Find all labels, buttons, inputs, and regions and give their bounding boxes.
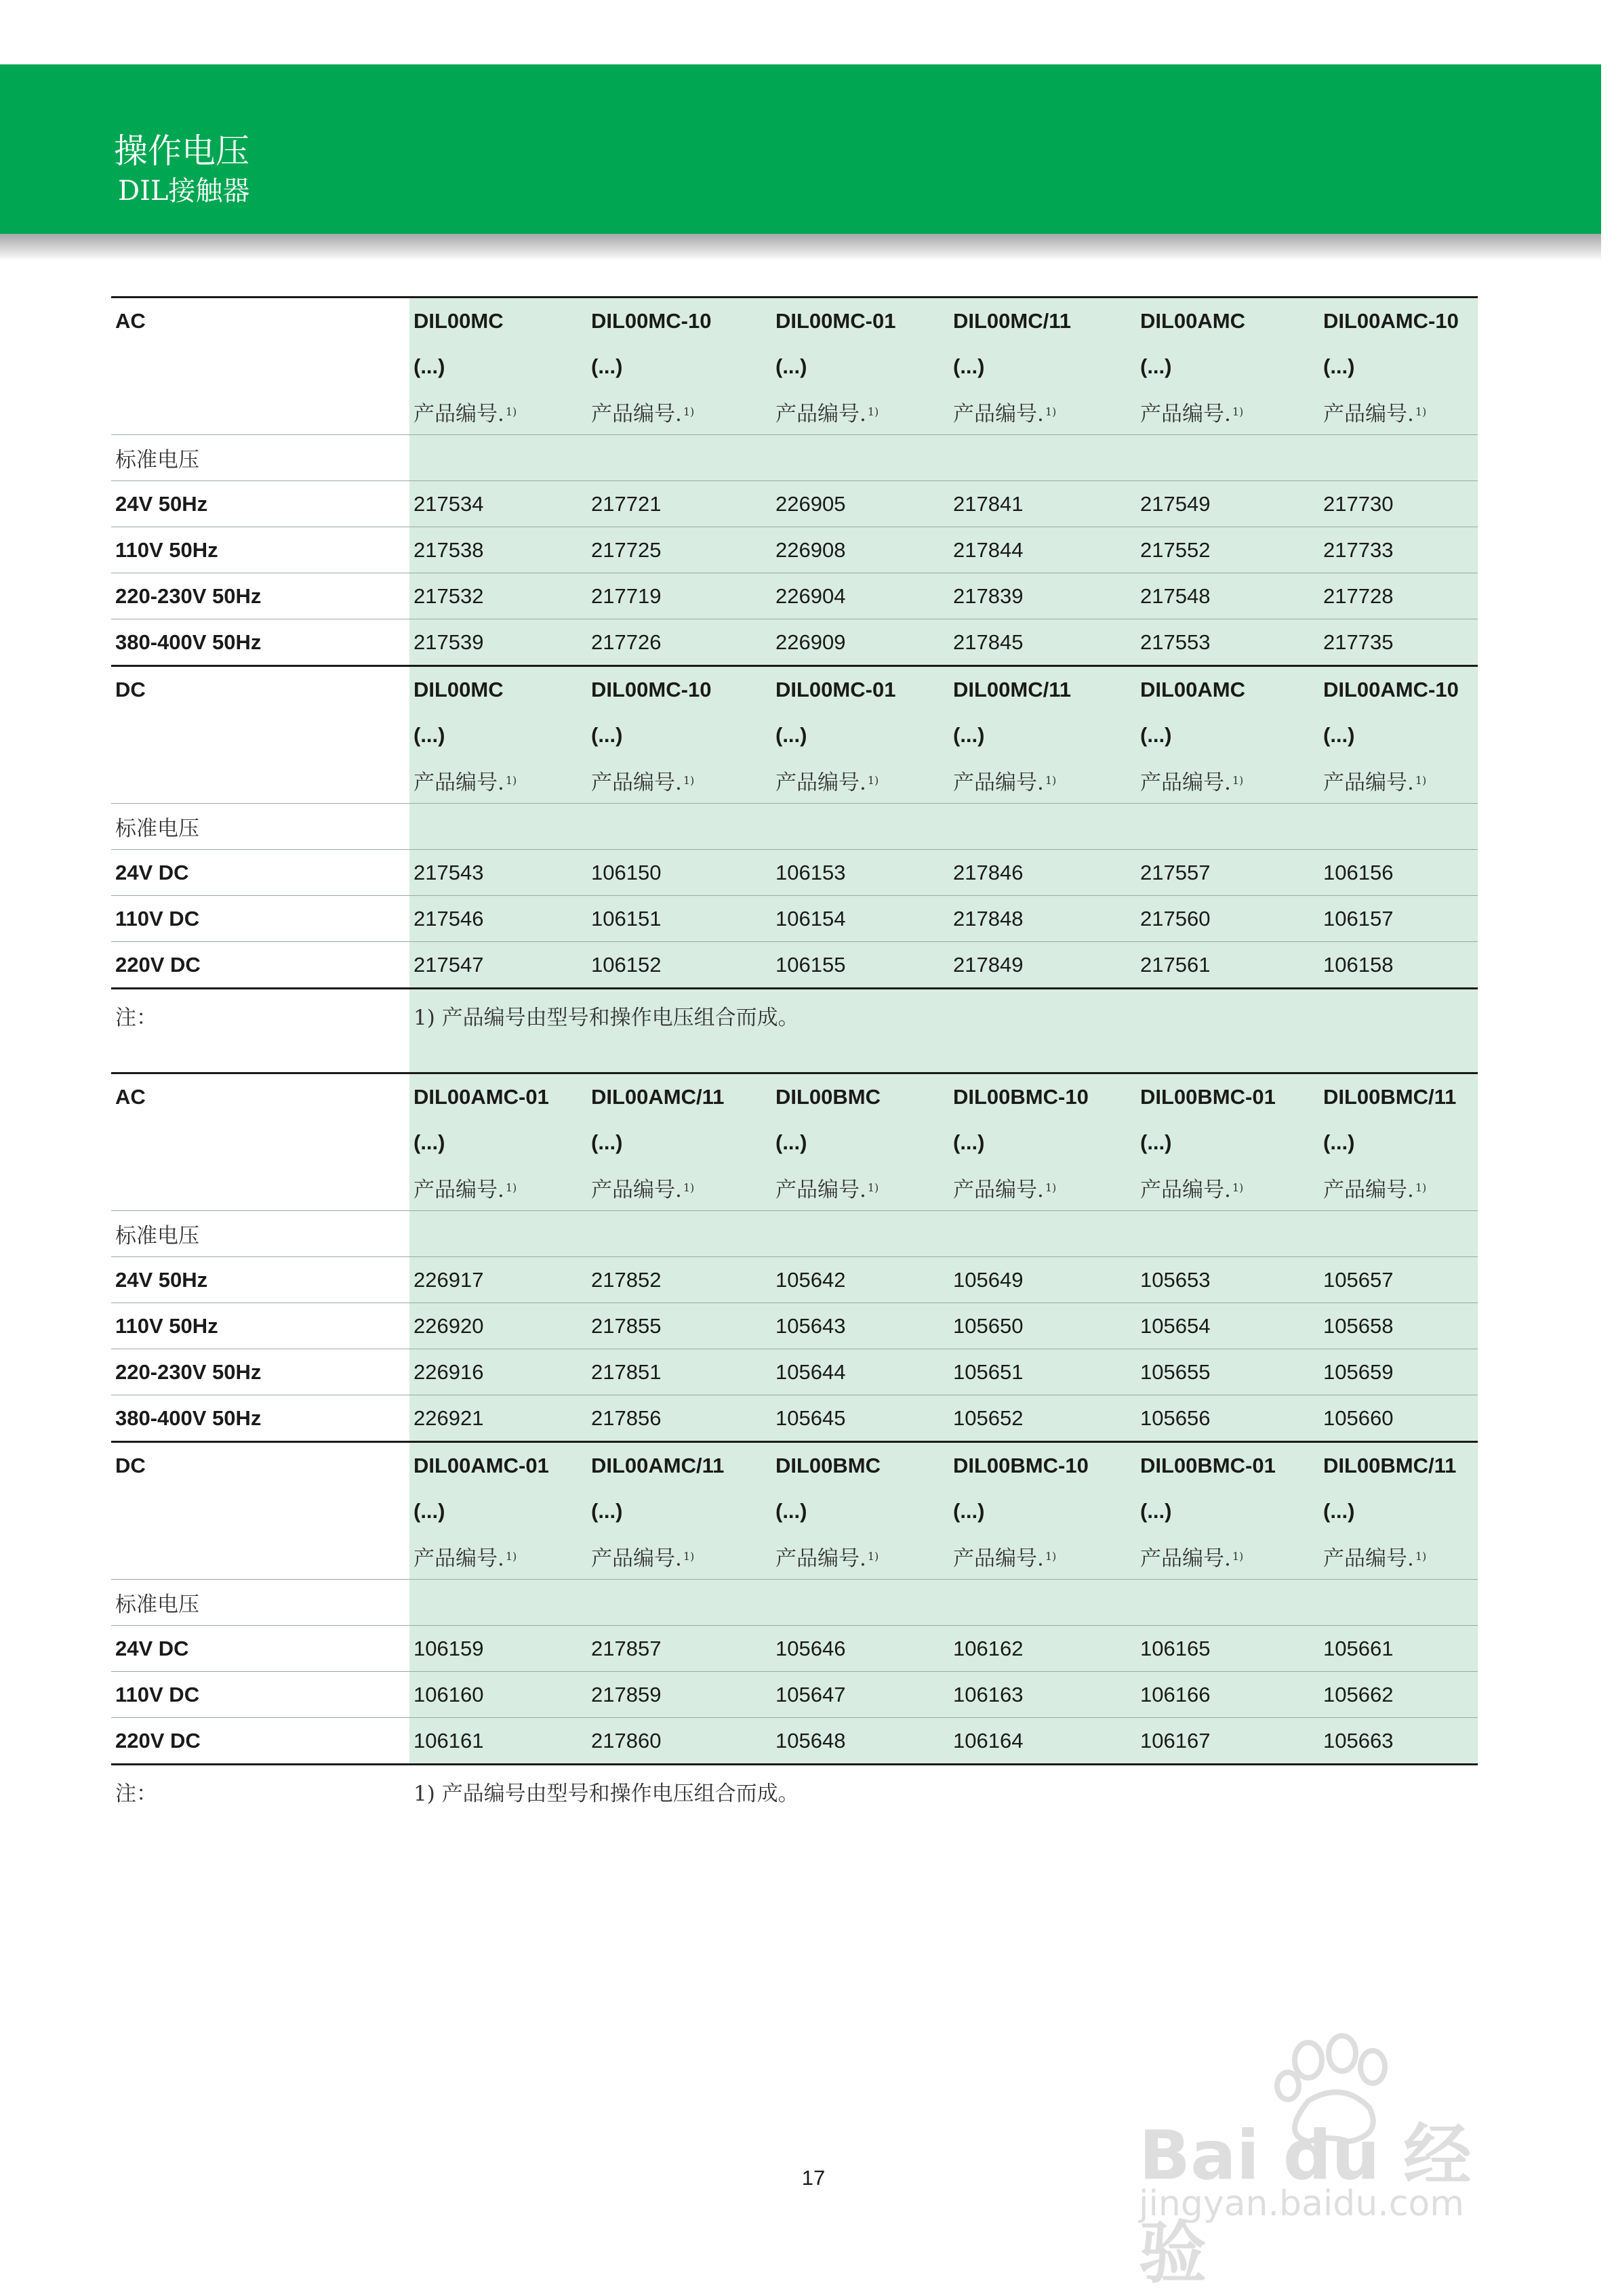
part-number: 106163 bbox=[949, 1672, 1136, 1717]
baidu-jingyan-watermark bbox=[1125, 2026, 1505, 2293]
part-number-label-cell bbox=[1136, 758, 1319, 803]
part-label-row bbox=[111, 1534, 1478, 1579]
voltage-code-placeholder: (...) bbox=[1319, 1120, 1478, 1165]
model-header-row bbox=[111, 296, 1478, 344]
placeholder-row bbox=[111, 1120, 1478, 1165]
model-name: DIL00MC/11 bbox=[949, 667, 1136, 712]
part-number: 217860 bbox=[587, 1718, 771, 1763]
voltage-label: 220-230V 50Hz bbox=[111, 1349, 409, 1395]
part-number-label: 产品编号. bbox=[953, 1546, 1044, 1571]
voltage-code-placeholder: (...) bbox=[409, 1120, 587, 1165]
voltage-code-placeholder: (...) bbox=[949, 1488, 1136, 1534]
part-number: 105657 bbox=[1319, 1257, 1478, 1303]
voltage-label: 110V DC bbox=[111, 1672, 409, 1717]
std-voltage-row bbox=[111, 1579, 1478, 1625]
std-voltage-label: 标准电压 bbox=[111, 1211, 409, 1256]
part-number: 105644 bbox=[771, 1349, 949, 1395]
voltage-label: 24V DC bbox=[111, 850, 409, 895]
model-name: DIL00MC bbox=[409, 298, 587, 344]
model-name: DIL00AMC-10 bbox=[1319, 298, 1478, 344]
page-subtitle: DIL接触器 bbox=[118, 176, 250, 207]
blank-cell bbox=[111, 1120, 409, 1165]
part-number-label: 产品编号. bbox=[953, 771, 1044, 795]
part-number: 217844 bbox=[949, 527, 1136, 573]
part-number-label: 产品编号. bbox=[775, 1178, 866, 1202]
footnote-marker: 1) bbox=[683, 405, 695, 418]
part-number: 105654 bbox=[1136, 1303, 1319, 1349]
part-number: 106156 bbox=[1319, 850, 1478, 895]
blank-cell bbox=[111, 1488, 409, 1534]
part-number-label-cell bbox=[409, 758, 587, 803]
part-number-label-cell bbox=[409, 1534, 587, 1579]
part-number: 106155 bbox=[771, 942, 949, 987]
part-number: 105663 bbox=[1319, 1718, 1478, 1763]
part-number-label: 产品编号. bbox=[591, 771, 682, 795]
part-number: 217538 bbox=[409, 527, 587, 573]
voltage-row bbox=[111, 480, 1478, 527]
part-number: 217845 bbox=[949, 619, 1136, 665]
voltage-code-placeholder: (...) bbox=[1319, 1488, 1478, 1534]
part-number-label: 产品编号. bbox=[775, 1546, 866, 1571]
std-voltage-row bbox=[111, 1210, 1478, 1256]
model-name: DIL00BMC-10 bbox=[949, 1443, 1136, 1488]
footnote-marker: 1) bbox=[1045, 1550, 1057, 1563]
footnote-marker: 1) bbox=[505, 1550, 517, 1563]
part-number: 105645 bbox=[771, 1395, 949, 1441]
part-number-label-cell bbox=[1319, 1534, 1478, 1579]
model-name: DIL00MC-01 bbox=[771, 298, 949, 344]
part-number: 106158 bbox=[1319, 942, 1478, 987]
footnote-marker: 1) bbox=[1045, 774, 1057, 787]
part-number: 217553 bbox=[1136, 619, 1319, 665]
voltage-row bbox=[111, 895, 1478, 941]
watermark-brand: Bai du 经验 bbox=[1139, 2116, 1472, 2293]
footnote-marker: 1) bbox=[683, 1550, 695, 1563]
footnote-marker: 1) bbox=[1415, 405, 1427, 418]
part-number: 217539 bbox=[409, 619, 587, 665]
part-number-label: 产品编号. bbox=[1323, 1546, 1414, 1571]
footnote-marker: 1) bbox=[505, 405, 517, 418]
part-number: 106166 bbox=[1136, 1672, 1319, 1717]
model-name: DIL00MC bbox=[409, 667, 587, 712]
note-text: 1) 产品编号由型号和操作电压组合而成。 bbox=[409, 989, 1478, 1078]
note-row bbox=[111, 1763, 1478, 1820]
footnote-marker: 1) bbox=[1232, 1181, 1244, 1194]
part-number-label-cell bbox=[949, 1165, 1136, 1210]
part-number-label-cell bbox=[587, 1165, 771, 1210]
part-number: 105642 bbox=[771, 1257, 949, 1303]
voltage-code-placeholder: (...) bbox=[1319, 344, 1478, 389]
model-name: DIL00BMC-01 bbox=[1136, 1443, 1319, 1488]
section-type-label: DC bbox=[111, 1443, 409, 1488]
part-number-label-cell bbox=[949, 758, 1136, 803]
part-number-label-cell bbox=[1136, 1534, 1319, 1579]
part-number-label: 产品编号. bbox=[591, 1178, 682, 1202]
voltage-code-placeholder: (...) bbox=[587, 344, 771, 389]
blank-shaded-cell bbox=[409, 435, 1478, 480]
voltage-label: 110V 50Hz bbox=[111, 1303, 409, 1349]
footnote-marker: 1) bbox=[1232, 774, 1244, 787]
voltage-code-placeholder: (...) bbox=[771, 344, 949, 389]
footnote-marker: 1) bbox=[1045, 1181, 1057, 1194]
part-number: 105659 bbox=[1319, 1349, 1478, 1395]
part-number: 217726 bbox=[587, 619, 771, 665]
voltage-code-placeholder: (...) bbox=[771, 712, 949, 758]
part-number-label-cell bbox=[771, 758, 949, 803]
part-number: 106164 bbox=[949, 1718, 1136, 1763]
voltage-row bbox=[111, 1671, 1478, 1717]
voltage-label: 380-400V 50Hz bbox=[111, 1395, 409, 1441]
part-number: 217532 bbox=[409, 573, 587, 619]
model-name: DIL00BMC bbox=[771, 1074, 949, 1120]
footnote-marker: 1) bbox=[1415, 774, 1427, 787]
part-number: 217557 bbox=[1136, 850, 1319, 895]
part-number-label: 产品编号. bbox=[413, 771, 504, 795]
footnote-marker: 1) bbox=[683, 1181, 695, 1194]
part-number: 217728 bbox=[1319, 573, 1478, 619]
part-number-label-cell bbox=[409, 389, 587, 434]
blank-cell bbox=[111, 1165, 409, 1210]
part-number: 226909 bbox=[771, 619, 949, 665]
part-number: 217733 bbox=[1319, 527, 1478, 573]
voltage-code-placeholder: (...) bbox=[409, 344, 587, 389]
voltage-code-placeholder: (...) bbox=[1319, 712, 1478, 758]
std-voltage-label: 标准电压 bbox=[111, 1580, 409, 1625]
part-number: 105651 bbox=[949, 1349, 1136, 1395]
part-number: 217721 bbox=[587, 481, 771, 527]
voltage-label: 24V 50Hz bbox=[111, 481, 409, 527]
model-name: DIL00AMC/11 bbox=[587, 1074, 771, 1120]
page-number: 17 bbox=[801, 2166, 826, 2190]
model-name: DIL00AMC-01 bbox=[409, 1443, 587, 1488]
part-number-label: 产品编号. bbox=[775, 402, 866, 426]
part-number: 217839 bbox=[949, 573, 1136, 619]
part-number: 217543 bbox=[409, 850, 587, 895]
part-number-label: 产品编号. bbox=[1323, 402, 1414, 426]
part-number-label-cell bbox=[1136, 389, 1319, 434]
blank-shaded-cell bbox=[409, 1580, 1478, 1625]
voltage-row bbox=[111, 619, 1478, 665]
part-number: 105646 bbox=[771, 1626, 949, 1671]
footnote-marker: 1) bbox=[683, 774, 695, 787]
model-name: DIL00AMC-01 bbox=[409, 1074, 587, 1120]
blank-shaded-cell bbox=[409, 804, 1478, 849]
model-name: DIL00MC-01 bbox=[771, 667, 949, 712]
voltage-label: 24V 50Hz bbox=[111, 1257, 409, 1303]
section-type-label: AC bbox=[111, 298, 409, 344]
part-number: 106165 bbox=[1136, 1626, 1319, 1671]
voltage-code-placeholder: (...) bbox=[949, 712, 1136, 758]
voltage-label: 110V 50Hz bbox=[111, 527, 409, 573]
part-number-label-cell bbox=[587, 389, 771, 434]
part-number: 217549 bbox=[1136, 481, 1319, 527]
part-number: 217725 bbox=[587, 527, 771, 573]
part-number-label-cell bbox=[771, 1165, 949, 1210]
part-number: 217560 bbox=[1136, 896, 1319, 941]
part-number-label-cell bbox=[587, 758, 771, 803]
model-name: DIL00BMC bbox=[771, 1443, 949, 1488]
part-label-row bbox=[111, 389, 1478, 434]
part-number: 217735 bbox=[1319, 619, 1478, 665]
part-number-label-cell bbox=[587, 1534, 771, 1579]
model-name: DIL00BMC/11 bbox=[1319, 1443, 1478, 1488]
part-number: 105647 bbox=[771, 1672, 949, 1717]
part-number: 106157 bbox=[1319, 896, 1478, 941]
footnote-marker: 1) bbox=[1045, 405, 1057, 418]
voltage-row bbox=[111, 1395, 1478, 1441]
part-number-label: 产品编号. bbox=[591, 402, 682, 426]
part-number: 106160 bbox=[409, 1672, 587, 1717]
voltage-row bbox=[111, 573, 1478, 619]
part-number: 105662 bbox=[1319, 1672, 1478, 1717]
voltage-code-placeholder: (...) bbox=[587, 1120, 771, 1165]
part-number: 217552 bbox=[1136, 527, 1319, 573]
voltage-code-placeholder: (...) bbox=[1136, 1120, 1319, 1165]
voltage-row bbox=[111, 1303, 1478, 1349]
part-number-label-cell bbox=[1319, 389, 1478, 434]
std-voltage-label: 标准电压 bbox=[111, 435, 409, 480]
voltage-row bbox=[111, 1349, 1478, 1395]
voltage-row bbox=[111, 1717, 1478, 1763]
part-number: 105643 bbox=[771, 1303, 949, 1349]
footnote-marker: 1) bbox=[867, 405, 879, 418]
part-number: 105652 bbox=[949, 1395, 1136, 1441]
part-number-label: 产品编号. bbox=[1323, 771, 1414, 795]
part-number: 217730 bbox=[1319, 481, 1478, 527]
part-number-label-cell bbox=[771, 1534, 949, 1579]
voltage-code-placeholder: (...) bbox=[771, 1120, 949, 1165]
part-number-label: 产品编号. bbox=[953, 1178, 1044, 1202]
part-number-label-cell bbox=[409, 1165, 587, 1210]
part-number-label: 产品编号. bbox=[775, 771, 866, 795]
part-number: 226921 bbox=[409, 1395, 587, 1441]
voltage-code-placeholder: (...) bbox=[409, 712, 587, 758]
voltage-code-placeholder: (...) bbox=[587, 1488, 771, 1534]
part-number-label: 产品编号. bbox=[1140, 1546, 1231, 1571]
blank-shaded-cell bbox=[409, 1211, 1478, 1256]
part-number: 226905 bbox=[771, 481, 949, 527]
model-name: DIL00AMC-10 bbox=[1319, 667, 1478, 712]
part-number: 217856 bbox=[587, 1395, 771, 1441]
blank-cell bbox=[111, 1534, 409, 1579]
voltage-row bbox=[111, 1256, 1478, 1303]
part-number: 217857 bbox=[587, 1626, 771, 1671]
voltage-code-placeholder: (...) bbox=[1136, 1488, 1319, 1534]
part-number: 226917 bbox=[409, 1257, 587, 1303]
part-number-label: 产品编号. bbox=[413, 402, 504, 426]
std-voltage-label: 标准电压 bbox=[111, 804, 409, 849]
model-header-row bbox=[111, 665, 1478, 712]
part-number: 105656 bbox=[1136, 1395, 1319, 1441]
part-number: 226916 bbox=[409, 1349, 587, 1395]
part-number: 105649 bbox=[949, 1257, 1136, 1303]
part-number: 105650 bbox=[949, 1303, 1136, 1349]
voltage-label: 24V DC bbox=[111, 1626, 409, 1671]
part-number: 105648 bbox=[771, 1718, 949, 1763]
part-number-label: 产品编号. bbox=[413, 1546, 504, 1571]
part-number: 217561 bbox=[1136, 942, 1319, 987]
part-number: 106151 bbox=[587, 896, 771, 941]
voltage-code-placeholder: (...) bbox=[1136, 344, 1319, 389]
part-number-label: 产品编号. bbox=[953, 402, 1044, 426]
product-table-1 bbox=[111, 296, 1478, 1078]
footnote-marker: 1) bbox=[867, 1550, 879, 1563]
section-type-label: AC bbox=[111, 1074, 409, 1120]
part-number: 217547 bbox=[409, 942, 587, 987]
placeholder-row bbox=[111, 1488, 1478, 1534]
part-number-label: 产品编号. bbox=[591, 1546, 682, 1571]
part-number: 105658 bbox=[1319, 1303, 1478, 1349]
model-name: DIL00AMC/11 bbox=[587, 1443, 771, 1488]
note-label: 注： bbox=[111, 1765, 409, 1820]
model-name: DIL00BMC-01 bbox=[1136, 1074, 1319, 1120]
footnote-marker: 1) bbox=[867, 1181, 879, 1194]
product-table-2 bbox=[111, 1072, 1478, 1820]
part-number-label-cell bbox=[1136, 1165, 1319, 1210]
std-voltage-row bbox=[111, 434, 1478, 480]
part-number: 106154 bbox=[771, 896, 949, 941]
part-number-label: 产品编号. bbox=[1140, 1178, 1231, 1202]
voltage-label: 220-230V 50Hz bbox=[111, 573, 409, 619]
model-header-row bbox=[111, 1441, 1478, 1488]
part-number: 105655 bbox=[1136, 1349, 1319, 1395]
model-name: DIL00BMC/11 bbox=[1319, 1074, 1478, 1120]
voltage-row bbox=[111, 941, 1478, 987]
voltage-row bbox=[111, 1625, 1478, 1671]
part-number: 217534 bbox=[409, 481, 587, 527]
footnote-marker: 1) bbox=[1232, 405, 1244, 418]
blank-cell bbox=[111, 758, 409, 803]
footnote-marker: 1) bbox=[505, 1181, 517, 1194]
voltage-code-placeholder: (...) bbox=[949, 344, 1136, 389]
part-number: 106150 bbox=[587, 850, 771, 895]
part-number: 106167 bbox=[1136, 1718, 1319, 1763]
part-label-row bbox=[111, 1165, 1478, 1210]
page-title: 操作电压 bbox=[114, 131, 249, 171]
part-number: 217719 bbox=[587, 573, 771, 619]
part-number: 105653 bbox=[1136, 1257, 1319, 1303]
part-number-label: 产品编号. bbox=[1140, 771, 1231, 795]
model-header-row bbox=[111, 1072, 1478, 1120]
note-text: 1) 产品编号由型号和操作电压组合而成。 bbox=[413, 1782, 799, 1806]
note-label: 注： bbox=[111, 989, 409, 1078]
part-number-label-cell bbox=[1319, 1165, 1478, 1210]
part-number-label-cell bbox=[949, 389, 1136, 434]
blank-cell bbox=[111, 344, 409, 389]
part-number: 106159 bbox=[409, 1626, 587, 1671]
part-number: 106161 bbox=[409, 1718, 587, 1763]
footnote-marker: 1) bbox=[1232, 1550, 1244, 1563]
note-row bbox=[111, 987, 1478, 1078]
part-number: 217849 bbox=[949, 942, 1136, 987]
header-shadow bbox=[0, 234, 1601, 261]
footnote-marker: 1) bbox=[505, 774, 517, 787]
footnote-marker: 1) bbox=[1415, 1550, 1427, 1563]
part-number: 217852 bbox=[587, 1257, 771, 1303]
voltage-code-placeholder: (...) bbox=[1136, 712, 1319, 758]
voltage-label: 380-400V 50Hz bbox=[111, 619, 409, 665]
model-name: DIL00BMC-10 bbox=[949, 1074, 1136, 1120]
part-number: 226920 bbox=[409, 1303, 587, 1349]
part-number-label: 产品编号. bbox=[413, 1178, 504, 1202]
blank-cell bbox=[111, 712, 409, 758]
model-name: DIL00MC-10 bbox=[587, 667, 771, 712]
part-number: 105661 bbox=[1319, 1626, 1478, 1671]
part-label-row bbox=[111, 758, 1478, 803]
part-number: 217546 bbox=[409, 896, 587, 941]
model-name: DIL00MC/11 bbox=[949, 298, 1136, 344]
part-number: 217846 bbox=[949, 850, 1136, 895]
footnote-marker: 1) bbox=[1415, 1181, 1427, 1194]
voltage-row bbox=[111, 527, 1478, 573]
part-number: 106153 bbox=[771, 850, 949, 895]
part-number: 217855 bbox=[587, 1303, 771, 1349]
voltage-code-placeholder: (...) bbox=[949, 1120, 1136, 1165]
watermark-url: jingyan.baidu.com bbox=[1139, 2184, 1464, 2224]
voltage-code-placeholder: (...) bbox=[771, 1488, 949, 1534]
part-number: 217851 bbox=[587, 1349, 771, 1395]
model-name: DIL00AMC bbox=[1136, 667, 1319, 712]
model-name: DIL00MC-10 bbox=[587, 298, 771, 344]
part-number-label: 产品编号. bbox=[1140, 402, 1231, 426]
placeholder-row bbox=[111, 344, 1478, 389]
part-number: 217548 bbox=[1136, 573, 1319, 619]
part-number: 106152 bbox=[587, 942, 771, 987]
part-number-label-cell bbox=[771, 389, 949, 434]
voltage-code-placeholder: (...) bbox=[409, 1488, 587, 1534]
part-number-label-cell bbox=[1319, 758, 1478, 803]
section-type-label: DC bbox=[111, 667, 409, 712]
part-number: 106162 bbox=[949, 1626, 1136, 1671]
part-number-label-cell bbox=[949, 1534, 1136, 1579]
footnote-marker: 1) bbox=[867, 774, 879, 787]
voltage-code-placeholder: (...) bbox=[587, 712, 771, 758]
voltage-row bbox=[111, 849, 1478, 895]
model-name: DIL00AMC bbox=[1136, 298, 1319, 344]
voltage-label: 220V DC bbox=[111, 1718, 409, 1763]
part-number: 217841 bbox=[949, 481, 1136, 527]
part-number: 105660 bbox=[1319, 1395, 1478, 1441]
part-number-label: 产品编号. bbox=[1323, 1178, 1414, 1202]
std-voltage-row bbox=[111, 803, 1478, 849]
placeholder-row bbox=[111, 712, 1478, 758]
part-number: 226908 bbox=[771, 527, 949, 573]
part-number: 217848 bbox=[949, 896, 1136, 941]
voltage-label: 220V DC bbox=[111, 942, 409, 987]
part-number: 217859 bbox=[587, 1672, 771, 1717]
voltage-label: 110V DC bbox=[111, 896, 409, 941]
part-number: 226904 bbox=[771, 573, 949, 619]
blank-cell bbox=[111, 389, 409, 434]
